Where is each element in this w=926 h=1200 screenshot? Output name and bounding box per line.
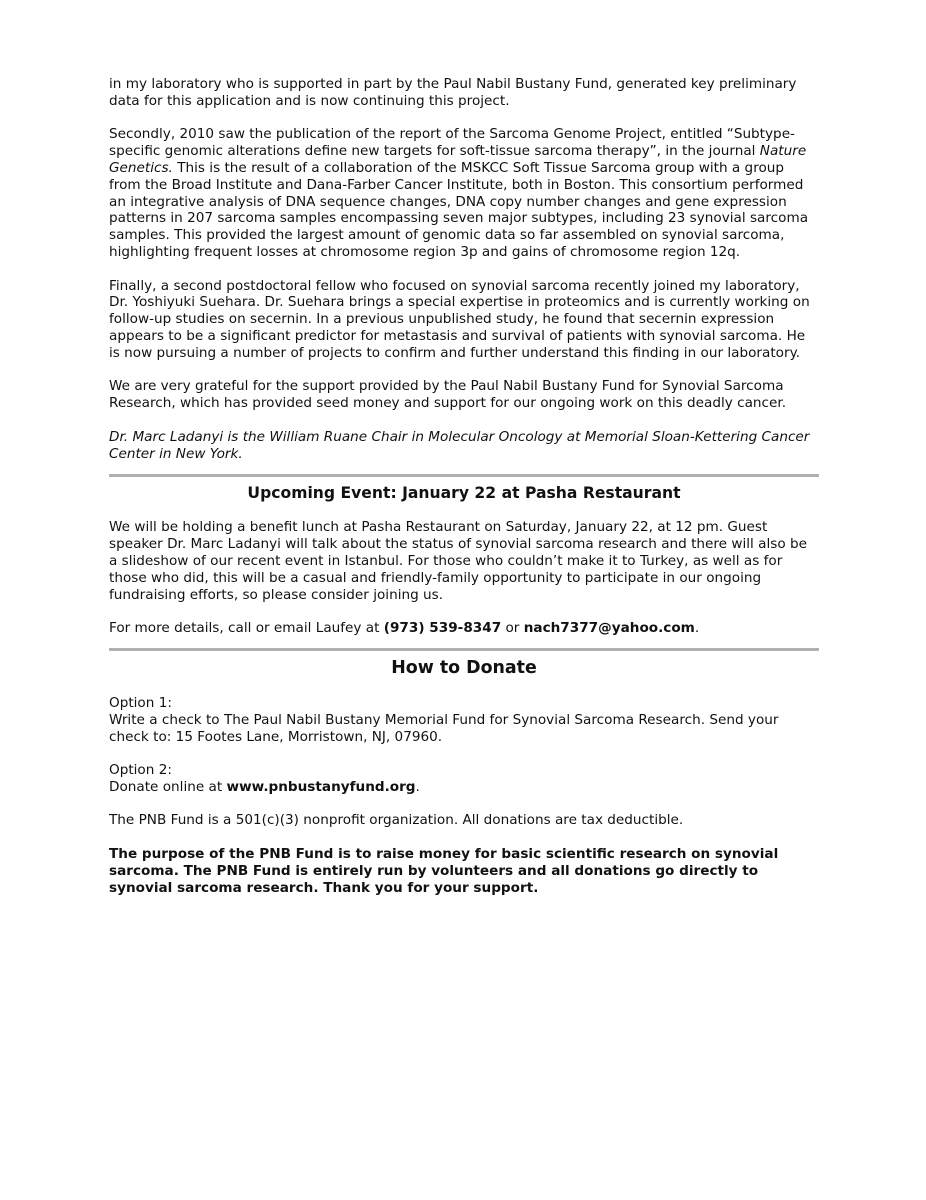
contact-prefix: For more details, call or email Laufey at [109,620,384,637]
author-bio: Dr. Marc Ladanyi is the William Ruane Chair in Molecular Oncology at Memorial Sloan-Kettering Cancer Center in New York. [109,428,810,462]
contact-email: nach7377@yahoo.com [523,620,695,637]
option-2-suffix: . [415,778,420,795]
donate-option-1 [109,695,819,745]
paragraph-sarcoma-genome-project [109,126,819,260]
donate-option-2 [109,762,819,796]
nonprofit-statement: The PNB Fund is a 501(c)(3) nonprofit organization. All donations are tax deductible. [109,812,684,829]
paragraph-text: Secondly, 2010 saw the publication of the report of the Sarcoma Genome Project, entitled “Subtype-specific genomic alterations define new targets for soft-tissue sarcoma therapy”, in the journal [109,126,795,160]
option-2-label: Option 2: [109,762,172,779]
paragraph-postdoc-fellow: Finally, a second postdoctoral fellow who focused on synovial sarcoma recently joined my laboratory, Dr. Yoshiyuki Suehara. Dr. Suehara brings a special expertise in proteomics and is currently working on follow-up studies on secernin. In a previous unpublished study, he found that secernin expression appears to be a significant predictor for metastasis and survival of patients with synovial sarcoma. He is now pursuing a number of projects to confirm and further understand this finding in our laboratory. [109,277,810,361]
option-1-text: Write a check to The Paul Nabil Bustany Memorial Fund for Synovial Sarcoma Research. Send your check to: 15 Footes Lane, Morristown, NJ, 07960. [109,711,779,745]
section-divider [109,648,819,651]
purpose-statement: The purpose of the PNB Fund is to raise money for basic scientific research on synovial sarcoma. The PNB Fund is entirely run by volunteers and all donations go directly to synovial sarcoma research. Thank you for your support. [109,846,779,896]
newsletter-page [109,76,819,913]
journal-name: Nature Genetics. [109,143,807,176]
paragraph-gratitude: We are very grateful for the support provided by the Paul Nabil Bustany Fund for Synovial Sarcoma Research, which has provided seed money and support for our ongoing work on this deadly cancer. [109,378,787,412]
donate-heading: How to Donate [391,657,537,678]
contact-suffix: . [694,620,700,637]
option-2-prefix: Donate online at [109,778,227,795]
event-description: We will be holding a benefit lunch at Pasha Restaurant on Saturday, January 22, at 12 pm. Guest speaker Dr. Marc Ladanyi will talk about the status of synovial sarcoma research and there will also be a slideshow of our recent event in Istanbul. For those who couldn’t make it to Turkey, as well as for those who did, this will be a casual and friendly-family opportunity to participate in our ongoing fundraising efforts, so please consider joining us. [109,519,807,603]
option-1-label: Option 1: [109,694,172,711]
donate-url: www.pnbustanyfund.org [226,778,416,795]
paragraph-text: This is the result of a collaboration of the MSKCC Soft Tissue Sarcoma group with a group from the Broad Institute and Dana-Farber Cancer Institute, both in Boston. This consortium performed an integrative analysis of DNA sequence changes, DNA copy number changes and gene expression patterns in 207 sarcoma samples encompassing seven major subtypes, including 23 synovial sarcoma samples. This provided the largest amount of genomic data so far assembled on synovial sarcoma, highlighting frequent losses at chromosome region 3p and gains of chromosome region 12q. [109,159,809,260]
contact-phone: (973) 539-8347 [383,620,502,637]
contact-or: or [501,620,524,637]
paragraph-lab-support: in my laboratory who is supported in part by the Paul Nabil Bustany Fund, generated key preliminary data for this application and is now continuing this project. [109,76,797,109]
event-contact [109,620,819,637]
section-divider [109,474,819,477]
event-heading: Upcoming Event: January 22 at Pasha Restaurant [247,484,681,503]
